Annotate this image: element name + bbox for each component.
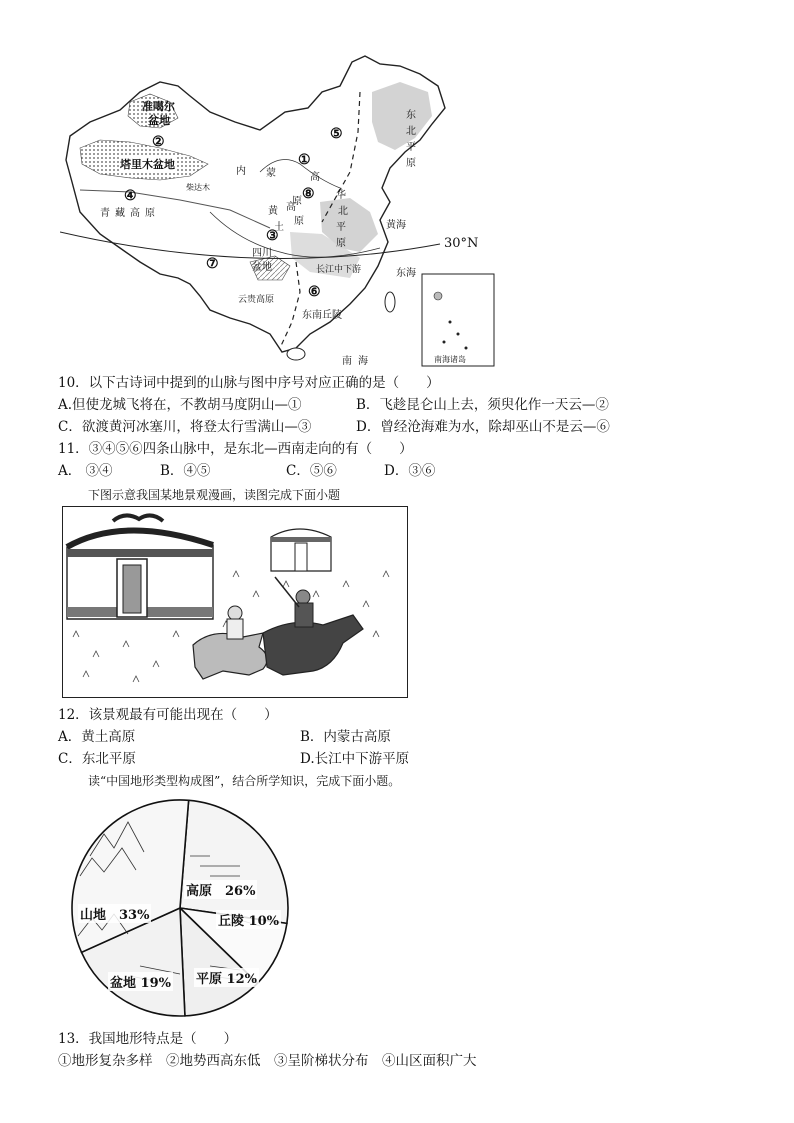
label-huabei-3: 平 xyxy=(336,222,346,233)
label-huangtu-2: 土 xyxy=(274,222,284,233)
number-4: ④ xyxy=(124,188,137,204)
number-1: ① xyxy=(298,152,311,168)
label-changjiang: 长江中下游 xyxy=(316,265,362,275)
label-junggar-2: 盆地 xyxy=(148,114,170,127)
label-huanghai: 黄海 xyxy=(386,220,406,231)
q10-stem: 10．以下古诗词中提到的山脉与图中序号对应正确的是（ ） xyxy=(58,375,440,391)
label-junggar: 准噶尔 xyxy=(142,100,175,113)
q12-stem: 12．该景观最有可能出现在（ ） xyxy=(58,707,278,723)
q11-option-b: B．④⑤ xyxy=(160,463,211,479)
number-3: ③ xyxy=(266,228,279,244)
q12-option-b: B．内蒙古高原 xyxy=(300,729,391,745)
pie-label-plain: 平原 12% xyxy=(194,968,259,987)
q12-option-d: D.长江中下游平原 xyxy=(300,751,410,767)
label-huabei-1: 华 xyxy=(336,190,346,201)
label-donghai: 东海 xyxy=(396,268,416,279)
pie-label-plateau: 高原 26% xyxy=(184,880,257,899)
q11-option-c: C．⑤⑥ xyxy=(286,463,337,479)
intro-q13: 读“中国地形类型构成图”，结合所学知识，完成下面小题。 xyxy=(88,774,401,788)
q12-option-a: A．黄土高原 xyxy=(58,729,136,745)
label-huangtu-1: 黄 xyxy=(268,206,278,217)
q10-option-d: D．曾经沧海难为水，除却巫山不是云—⑥ xyxy=(356,419,610,435)
number-5: ⑤ xyxy=(330,126,343,142)
pie-label-mountain: 山地 33% xyxy=(78,904,151,923)
label-sichuan-1: 四川 xyxy=(252,248,272,259)
number-8: ⑧ xyxy=(302,186,315,202)
pie-label-basin: 盆地 19% xyxy=(108,972,173,991)
label-huangtu-4: 原 xyxy=(294,216,304,227)
number-6: ⑥ xyxy=(308,284,321,300)
number-7: ⑦ xyxy=(206,256,219,272)
label-nanhai-islands: 南海诸岛 xyxy=(434,355,466,364)
q13-stem: 13．我国地形特点是（ ） xyxy=(58,1031,238,1047)
label-dongbei-3: 平 xyxy=(406,142,416,153)
q10-option-c: C．欲渡黄河冰塞川，将登太行雪满山—③ xyxy=(58,419,312,435)
label-30n: 30°N xyxy=(444,236,479,251)
yurt-horse-illustration xyxy=(63,507,406,696)
label-yuan: 原 xyxy=(292,196,302,207)
label-dongbei-4: 原 xyxy=(406,158,416,169)
q13-options: ①地形复杂多样 ②地势西高东低 ③呈阶梯状分布 ④山区面积广大 xyxy=(58,1053,477,1069)
label-dongnan: 东南丘陵 xyxy=(302,310,342,321)
number-2: ② xyxy=(152,134,165,150)
q10-option-a: A.但使龙城飞将在，不教胡马度阴山—① xyxy=(58,397,302,413)
grassland-cartoon xyxy=(62,506,408,698)
q11-option-a: A． ③④ xyxy=(58,463,113,479)
q11-option-d: D．③⑥ xyxy=(384,463,436,479)
label-chaidamu: 柴达木 xyxy=(186,183,210,192)
label-sichuan-2: 盆地 xyxy=(252,262,272,273)
label-qinghai-plateau: 青藏高原 xyxy=(100,208,160,219)
label-dongbei-1: 东 xyxy=(406,110,416,121)
label-dongbei-2: 北 xyxy=(406,126,416,137)
label-huabei-4: 原 xyxy=(336,238,346,249)
label-neimeng-1: 内 xyxy=(236,166,246,177)
label-yungui: 云贵高原 xyxy=(238,295,275,305)
label-huabei-2: 北 xyxy=(338,206,348,217)
pie-slice-高原 xyxy=(180,800,288,923)
label-huangtu-3: 高 xyxy=(286,202,296,213)
label-tarim: 塔里木盆地 xyxy=(120,158,175,171)
label-nanhai: 南海 xyxy=(342,356,374,367)
intro-q12: 下图示意我国某地景观漫画，读图完成下面小题 xyxy=(88,488,341,502)
q12-option-c: C．东北平原 xyxy=(58,751,136,767)
china-terrain-map xyxy=(60,52,500,370)
pie-label-hill: 丘陵 10% xyxy=(216,910,281,929)
label-gao: 高 xyxy=(310,172,320,183)
q10-option-b: B．飞趁昆仑山上去，须臾化作一天云—② xyxy=(356,397,609,413)
label-neimeng-2: 蒙 xyxy=(266,168,276,179)
terrain-pie-chart xyxy=(60,796,300,1020)
q11-stem: 11．③④⑤⑥四条山脉中，是东北—西南走向的有（ ） xyxy=(58,441,413,457)
